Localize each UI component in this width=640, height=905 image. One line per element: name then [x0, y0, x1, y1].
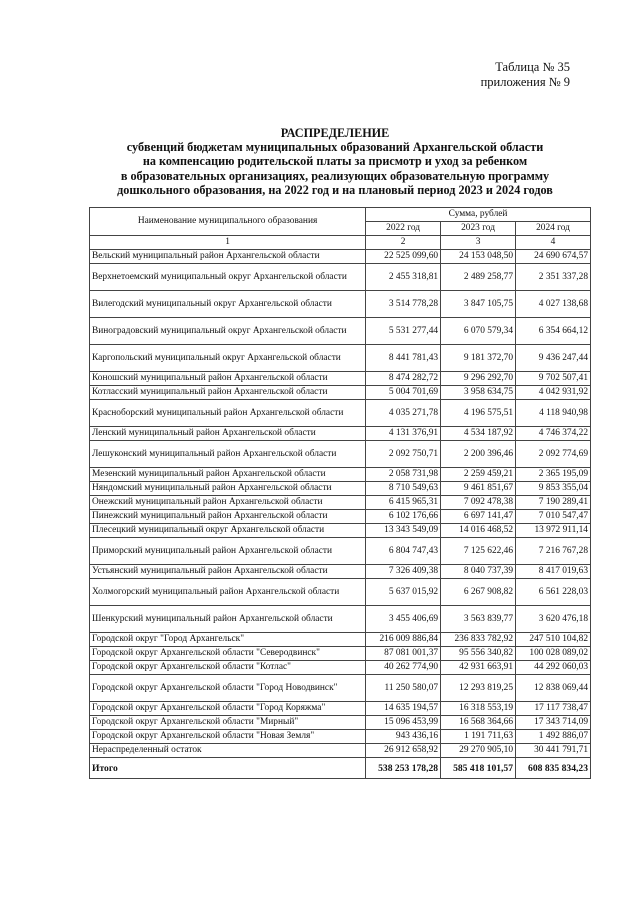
amount-cell: 12 293 819,25: [441, 675, 516, 702]
amount-cell: 2 455 318,81: [366, 264, 441, 291]
total-row: [90, 758, 591, 779]
amount-cell: 943 436,16: [366, 730, 441, 744]
amount-cell: 3 847 105,75: [441, 291, 516, 318]
title-line: на компенсацию родительской платы за присмотр и уход за ребенком: [142, 154, 528, 169]
amount-cell: 8 417 019,63: [516, 565, 591, 579]
amount-cell: 9 461 851,67: [441, 482, 516, 496]
col-number: 1: [90, 236, 366, 250]
amount-cell: 5 637 015,92: [366, 579, 441, 606]
col-number: 4: [516, 236, 591, 250]
document-title: [60, 126, 610, 197]
amount-cell: 6 697 141,47: [441, 510, 516, 524]
table-row: [90, 565, 591, 579]
amount-cell: 6 804 747,43: [366, 538, 441, 565]
title-line: дошкольного образования, на 2022 год и на плановый период 2023 и 2024 годов: [117, 182, 553, 197]
amount-cell: 7 326 409,38: [366, 565, 441, 579]
table-row: [90, 647, 591, 661]
table-body: [90, 250, 591, 779]
municipality-name: Мезенский муниципальный район Архангельской области: [90, 468, 366, 482]
title-main: РАСПРЕДЕЛЕНИЕ: [280, 126, 390, 140]
amount-cell: 16 318 553,19: [441, 702, 516, 716]
amount-cell: 4 746 374,22: [516, 427, 591, 441]
amount-cell: 17 117 738,47: [516, 702, 591, 716]
municipality-name: Пинежский муниципальный район Архангельской области: [90, 510, 366, 524]
municipality-name: Городской округ Архангельской области "Новая Земля": [90, 730, 366, 744]
municipality-name: Котласский муниципальный район Архангельской области: [90, 386, 366, 400]
amount-cell: 8 040 737,39: [441, 565, 516, 579]
amount-cell: 8 441 781,43: [366, 345, 441, 372]
amount-cell: 9 296 292,70: [441, 372, 516, 386]
amount-cell: 7 010 547,47: [516, 510, 591, 524]
table-row: [90, 386, 591, 400]
table-row: [90, 524, 591, 538]
table-row: [90, 702, 591, 716]
amount-cell: 5 531 277,44: [366, 318, 441, 345]
amount-cell: 13 972 911,14: [516, 524, 591, 538]
amount-cell: 22 525 099,60: [366, 250, 441, 264]
amount-cell: 6 070 579,34: [441, 318, 516, 345]
amount-cell: 6 354 664,12: [516, 318, 591, 345]
amount-cell: 7 190 289,41: [516, 496, 591, 510]
municipality-name: Городской округ "Город Архангельск": [90, 633, 366, 647]
amount-cell: 13 343 549,09: [366, 524, 441, 538]
table-row: [90, 291, 591, 318]
amount-cell: 9 702 507,41: [516, 372, 591, 386]
table-row: [90, 250, 591, 264]
municipality-name: Виноградовский муниципальный округ Архангельской области: [90, 318, 366, 345]
table-row: [90, 716, 591, 730]
table-row: [90, 661, 591, 675]
amount-cell: 44 292 060,03: [516, 661, 591, 675]
amount-cell: 1 191 711,63: [441, 730, 516, 744]
municipality-name: Онежский муниципальный район Архангельской области: [90, 496, 366, 510]
municipality-name: Коношский муниципальный район Архангельской области: [90, 372, 366, 386]
amount-cell: 17 343 714,09: [516, 716, 591, 730]
amount-cell: 24 690 674,57: [516, 250, 591, 264]
amount-cell: 4 131 376,91: [366, 427, 441, 441]
amount-cell: 14 635 194,57: [366, 702, 441, 716]
amount-cell: 4 042 931,92: [516, 386, 591, 400]
table-number: Таблица № 35: [495, 60, 570, 74]
table-row: [90, 496, 591, 510]
amount-cell: 29 270 905,10: [441, 744, 516, 758]
col-number: 2: [366, 236, 441, 250]
amount-cell: 9 436 247,44: [516, 345, 591, 372]
amount-cell: 30 441 791,71: [516, 744, 591, 758]
municipality-name: Лешуконский муниципальный район Архангельской области: [90, 441, 366, 468]
municipality-name: Холмогорский муниципальный район Архангельской области: [90, 579, 366, 606]
amount-cell: 9 853 355,04: [516, 482, 591, 496]
table-row: [90, 345, 591, 372]
amount-cell: 95 556 340,82: [441, 647, 516, 661]
distribution-table: [89, 207, 591, 779]
amount-cell: 2 351 337,28: [516, 264, 591, 291]
amount-cell: 6 267 908,82: [441, 579, 516, 606]
amount-cell: 26 912 658,92: [366, 744, 441, 758]
municipality-name: Городской округ Архангельской области "Город Новодвинск": [90, 675, 366, 702]
amount-cell: 5 004 701,69: [366, 386, 441, 400]
table-row: [90, 400, 591, 427]
title-line: в образовательных организациях, реализующих образовательную программу: [120, 168, 550, 183]
table-row: [90, 372, 591, 386]
amount-cell: 3 514 778,28: [366, 291, 441, 318]
appendix-number: приложения № 9: [480, 75, 570, 89]
amount-cell: 42 931 663,91: [441, 661, 516, 675]
total-amount: 608 835 834,23: [516, 758, 591, 779]
municipality-name: Городской округ Архангельской области "Котлас": [90, 661, 366, 675]
amount-cell: 7 092 478,38: [441, 496, 516, 510]
title-line: субвенций бюджетам муниципальных образований Архангельской области: [126, 140, 544, 155]
table-row: [90, 482, 591, 496]
amount-cell: 3 620 476,18: [516, 606, 591, 633]
amount-cell: 100 028 089,02: [516, 647, 591, 661]
municipality-name: Нераспределенный остаток: [90, 744, 366, 758]
municipality-name: Городской округ Архангельской области "Северодвинск": [90, 647, 366, 661]
amount-cell: 4 196 575,51: [441, 400, 516, 427]
amount-cell: 3 563 839,77: [441, 606, 516, 633]
amount-cell: 6 415 965,31: [366, 496, 441, 510]
table-row: [90, 606, 591, 633]
amount-cell: 15 096 453,99: [366, 716, 441, 730]
amount-cell: 2 365 195,09: [516, 468, 591, 482]
table-row: [90, 538, 591, 565]
year-header: 2023 год: [441, 222, 516, 236]
amount-cell: 8 474 282,72: [366, 372, 441, 386]
table-row: [90, 579, 591, 606]
amount-cell: 4 534 187,92: [441, 427, 516, 441]
municipality-name: Верхнетоемский муниципальный округ Архангельской области: [90, 264, 366, 291]
amount-cell: 3 455 406,69: [366, 606, 441, 633]
municipality-name: Красноборский муниципальный район Архангельской области: [90, 400, 366, 427]
amount-cell: 4 027 138,68: [516, 291, 591, 318]
amount-cell: 24 153 048,50: [441, 250, 516, 264]
col-number: 3: [441, 236, 516, 250]
amount-cell: 16 568 364,66: [441, 716, 516, 730]
amount-cell: 216 009 886,84: [366, 633, 441, 647]
table-row: [90, 468, 591, 482]
municipality-name: Городской округ Архангельской области "Город Коряжма": [90, 702, 366, 716]
amount-cell: 4 035 271,78: [366, 400, 441, 427]
sum-header: Сумма, рублей: [366, 208, 591, 222]
amount-cell: 3 958 634,75: [441, 386, 516, 400]
municipality-name: Устьянский муниципальный район Архангельской области: [90, 565, 366, 579]
amount-cell: 2 489 258,77: [441, 264, 516, 291]
municipality-name: Городской округ Архангельской области "Мирный": [90, 716, 366, 730]
table-row: [90, 510, 591, 524]
amount-cell: 236 833 782,92: [441, 633, 516, 647]
amount-cell: 9 181 372,70: [441, 345, 516, 372]
total-amount: 585 418 101,57: [441, 758, 516, 779]
amount-cell: 6 102 176,66: [366, 510, 441, 524]
table-row: [90, 633, 591, 647]
municipality-name: Няндомский муниципальный район Архангельской области: [90, 482, 366, 496]
total-label: Итого: [90, 758, 366, 779]
amount-cell: 14 016 468,52: [441, 524, 516, 538]
year-header: 2024 год: [516, 222, 591, 236]
table-row: [90, 318, 591, 345]
amount-cell: 2 200 396,46: [441, 441, 516, 468]
municipality-name: Ленский муниципальный район Архангельской области: [90, 427, 366, 441]
table-row: [90, 730, 591, 744]
amount-cell: 1 492 886,07: [516, 730, 591, 744]
amount-cell: 2 092 774,69: [516, 441, 591, 468]
amount-cell: 8 710 549,63: [366, 482, 441, 496]
amount-cell: 7 125 622,46: [441, 538, 516, 565]
amount-cell: 2 259 459,21: [441, 468, 516, 482]
table-row: [90, 744, 591, 758]
municipality-name: Плесецкий муниципальный округ Архангельской области: [90, 524, 366, 538]
municipality-name: Приморский муниципальный район Архангельской области: [90, 538, 366, 565]
total-amount: 538 253 178,28: [366, 758, 441, 779]
table-row: [90, 675, 591, 702]
amount-cell: 11 250 580,07: [366, 675, 441, 702]
amount-cell: 4 118 940,98: [516, 400, 591, 427]
col-name-header: Наименование муниципального образования: [90, 208, 366, 236]
amount-cell: 40 262 774,90: [366, 661, 441, 675]
table-row: [90, 264, 591, 291]
amount-cell: 2 092 750,71: [366, 441, 441, 468]
amount-cell: 87 081 001,37: [366, 647, 441, 661]
year-header: 2022 год: [366, 222, 441, 236]
municipality-name: Шенкурский муниципальный район Архангельской области: [90, 606, 366, 633]
municipality-name: Вилегодский муниципальный округ Архангельской области: [90, 291, 366, 318]
amount-cell: 12 838 069,44: [516, 675, 591, 702]
amount-cell: 7 216 767,28: [516, 538, 591, 565]
amount-cell: 6 561 228,03: [516, 579, 591, 606]
amount-cell: 2 058 731,98: [366, 468, 441, 482]
municipality-name: Каргопольский муниципальный округ Архангельской области: [90, 345, 366, 372]
amount-cell: 247 510 104,82: [516, 633, 591, 647]
table-reference: [481, 60, 570, 90]
municipality-name: Вельский муниципальный район Архангельской области: [90, 250, 366, 264]
table-row: [90, 427, 591, 441]
table-row: [90, 441, 591, 468]
